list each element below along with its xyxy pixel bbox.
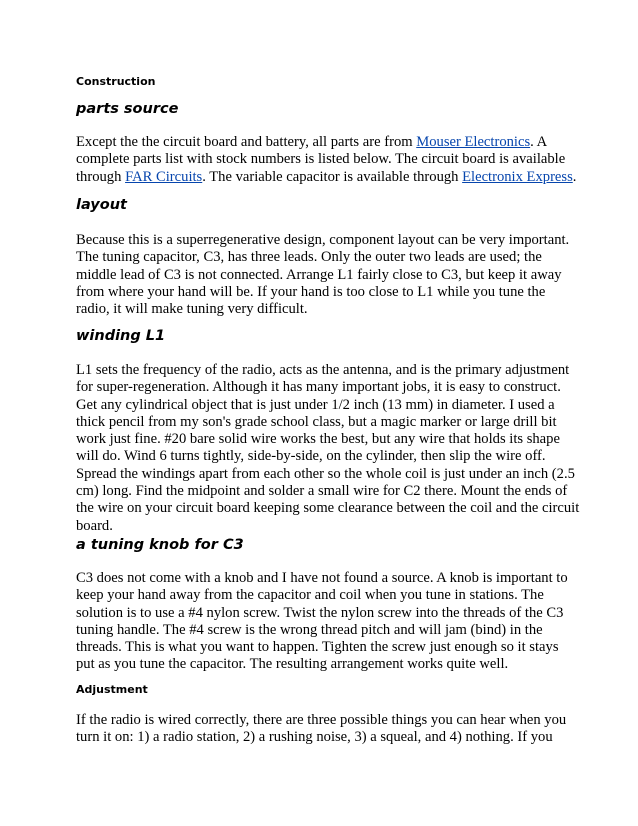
adjustment-paragraph — [76, 712, 576, 747]
parts-source-paragraph — [76, 134, 576, 186]
winding-line: Spread the windings apart from each other so the whole coil is just under an inch (2.5 — [76, 465, 575, 482]
winding-line: board. — [76, 517, 113, 534]
parts-source-text-3a: through — [76, 168, 126, 185]
layout-line: radio, it will make tuning very difficult. — [76, 301, 308, 318]
parts-source-heading: parts source — [76, 101, 179, 117]
winding-line: will do. Wind 6 turns tightly, side-by-side, on the cylinder, then slip the wire off. — [76, 448, 546, 465]
layout-line: middle lead of C3 is not connected. Arrange L1 fairly close to C3, but keep it away — [76, 266, 562, 283]
parts-source-text-1b: . A — [530, 134, 548, 150]
winding-line: cm) long. Find the midpoint and solder a small wire for C2 there. Mount the ends of — [76, 483, 568, 500]
winding-line: the wire on your circuit board keeping some clearance between the coil and the circuit — [76, 500, 580, 517]
layout-line: The tuning capacitor, C3, has three leads. Only the outer two leads are used; the — [76, 249, 542, 266]
parts-source-text-1a: Except the the circuit board and battery, all parts are from — [76, 134, 417, 150]
knob-line: threads. This is what you want to happen. Tighten the screw just enough so it stays — [76, 639, 559, 656]
parts-source-text-3c: . — [572, 168, 577, 185]
knob-line: tuning handle. The #4 screw is the wrong thread pitch and will jam (bind) in the — [76, 621, 543, 638]
winding-line: for super-regeneration. Although it has many important jobs, it is easy to construct. — [76, 379, 561, 396]
adjustment-line: turn it on: 1) a radio station, 2) a rushing noise, 3) a squeal, and 4) nothing. If you — [76, 729, 553, 746]
tuning-knob-paragraph — [76, 570, 576, 674]
mouser-electronics-link[interactable]: Mouser Electronics — [416, 134, 531, 150]
knob-line: solution is to use a #4 nylon screw. Twist the nylon screw into the threads of the C3 — [76, 604, 564, 621]
layout-line: Because this is a superregenerative design, component layout can be very important. — [76, 232, 570, 248]
parts-source-text-3b: . The variable capacitor is available through — [202, 168, 463, 185]
winding-l1-paragraph — [76, 362, 580, 535]
parts-source-line-3 — [76, 169, 576, 186]
parts-source-line-1 — [76, 134, 576, 151]
layout-heading: layout — [76, 197, 127, 213]
layout-line: from where your hand will be. If your hand is too close to L1 while you tune the — [76, 283, 546, 300]
electronix-express-link[interactable]: Electronix Express — [462, 168, 573, 185]
parts-source-line-2: complete parts list with stock numbers is listed below. The circuit board is available — [76, 151, 566, 168]
layout-paragraph — [76, 232, 576, 318]
knob-line: keep your hand away from the capacitor and coil when you tune in stations. The — [76, 587, 544, 604]
winding-l1-heading: winding L1 — [76, 328, 166, 344]
adjustment-line: If the radio is wired correctly, there are three possible things you can hear when you — [76, 712, 567, 728]
far-circuits-link[interactable]: FAR Circuits — [125, 168, 203, 185]
tuning-knob-heading: a tuning knob for C3 — [76, 537, 244, 553]
winding-line: work just fine. #20 bare solid wire works the best, but any wire that holds its shape — [76, 431, 560, 448]
knob-line: put as you tune the capacitor. The resulting arrangement works quite well. — [76, 656, 509, 673]
winding-line: Get any cylindrical object that is just under 1/2 inch (13 mm) in diameter. I used a — [76, 396, 555, 413]
winding-line: L1 sets the frequency of the radio, acts as the antenna, and is the primary adjustment — [76, 362, 570, 378]
knob-line: C3 does not come with a knob and I have not found a source. A knob is important to — [76, 570, 568, 586]
construction-heading: Construction — [76, 75, 156, 88]
winding-line: thick pencil from my son's grade school class, but a magic marker or large drill bit — [76, 413, 557, 430]
adjustment-heading: Adjustment — [76, 683, 148, 696]
